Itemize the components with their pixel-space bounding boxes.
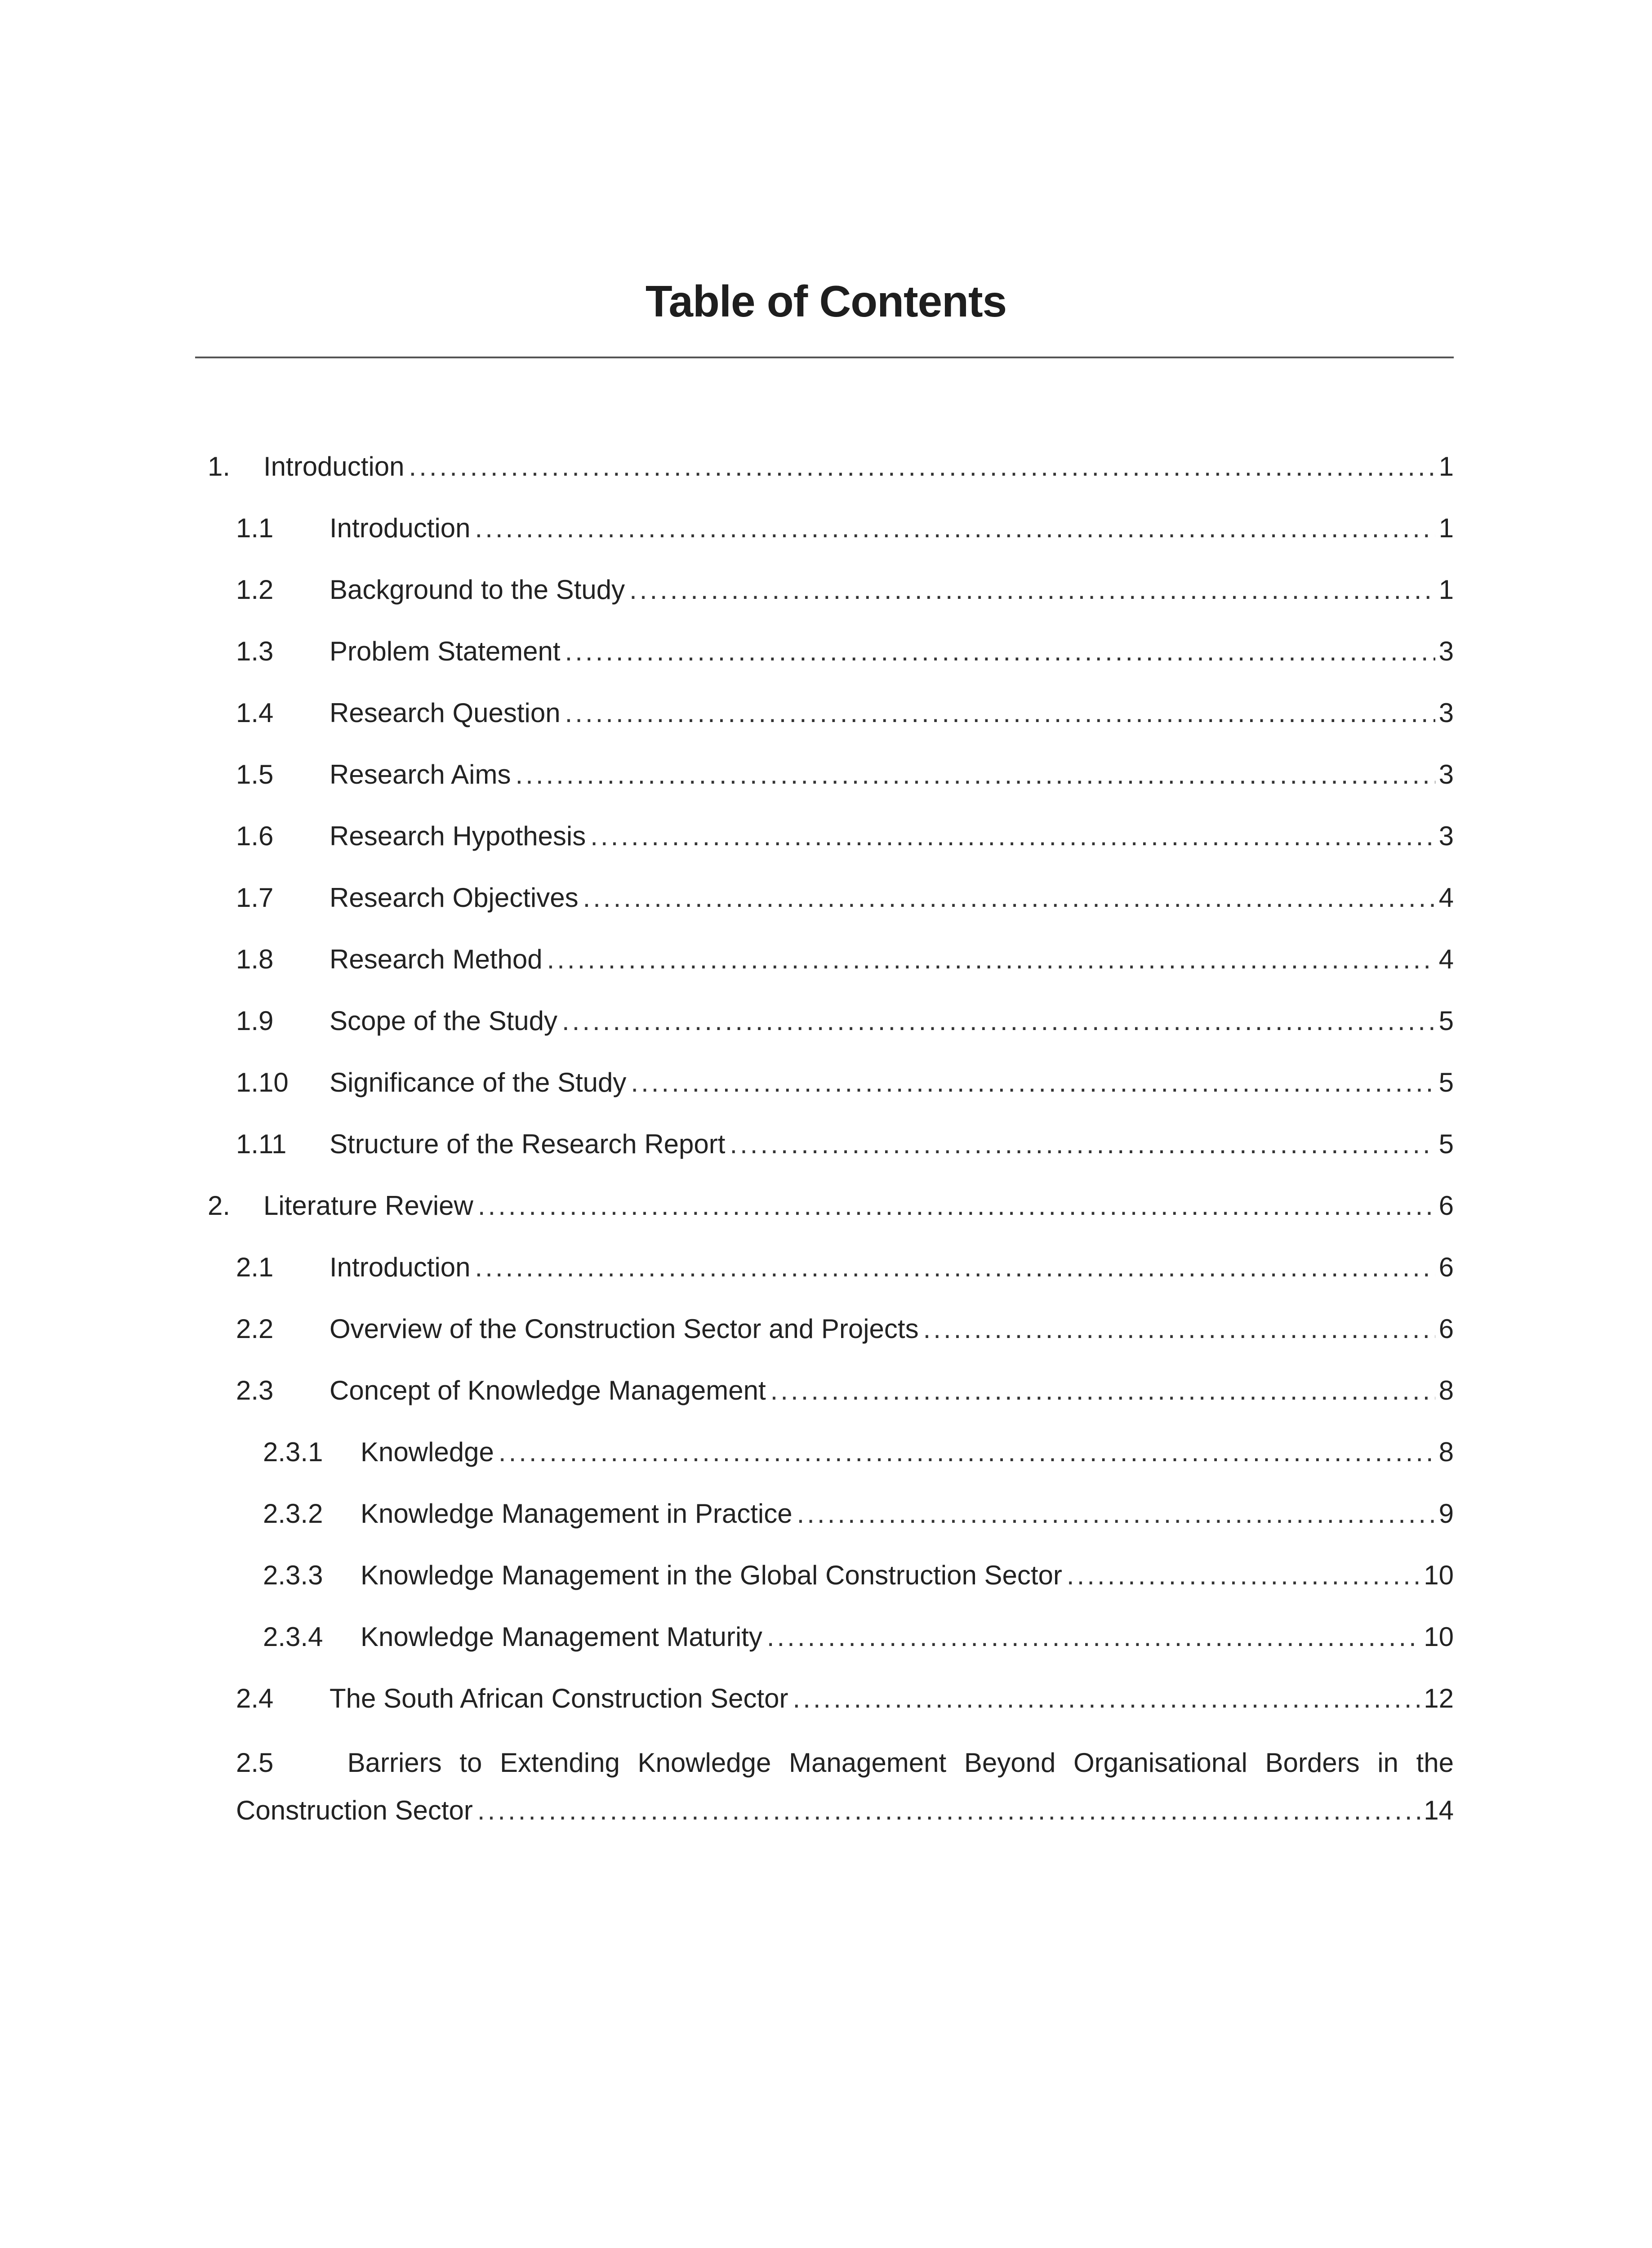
toc-entry-label: Problem Statement [330,636,561,666]
toc-entry[interactable] [208,449,1454,485]
toc-entry-number: 1.7 [236,883,274,913]
toc-entry-word: the [1416,1748,1454,1778]
page-title: Table of Contents [645,277,1007,326]
toc-entry[interactable] [236,1065,1454,1101]
toc-entry[interactable] [236,757,1454,793]
dot-leader [629,572,1435,608]
dot-leader [730,1126,1435,1162]
dot-leader [590,818,1435,854]
dot-leader [499,1434,1435,1470]
dot-leader [797,1496,1435,1532]
toc-entry-label: Knowledge Management in Practice [361,1499,793,1529]
dot-leader [923,1311,1435,1347]
toc-entry[interactable] [236,1739,1454,1834]
dot-leader [409,449,1435,485]
toc-entry-number: 1.5 [236,759,274,789]
dot-leader [770,1373,1435,1409]
toc-entry-page: 14 [1424,1795,1454,1825]
toc-entry-word: Beyond [964,1748,1056,1778]
toc-entry[interactable] [236,633,1454,669]
toc-entry[interactable] [208,1188,1454,1224]
dot-leader [515,757,1435,793]
toc-entry-label: Knowledge Management in the Global Construction Sector [361,1560,1062,1590]
toc-entry-page: 1 [1438,513,1454,543]
toc-entry-page: 1 [1438,575,1454,605]
dot-leader [793,1681,1420,1717]
toc-entry-label: Structure of the Research Report [330,1129,726,1159]
toc-entry-page: 3 [1438,636,1454,666]
toc-entry[interactable] [236,941,1454,977]
toc-entry-number: 1.1 [236,513,274,543]
dot-leader [562,1003,1435,1039]
toc-entry-number: 2.1 [236,1252,274,1282]
toc-entry-word: Knowledge [637,1748,771,1778]
toc-entry-word: Barriers [347,1748,442,1778]
toc-entry-page: 6 [1438,1252,1454,1282]
dot-leader [478,1188,1435,1224]
dot-leader [565,695,1435,731]
toc-entry-page: 3 [1438,821,1454,851]
toc-entry[interactable] [236,818,1454,854]
toc-entry[interactable] [236,880,1454,916]
toc-entry-page: 8 [1438,1375,1454,1405]
toc-entry-label: Research Aims [330,759,511,789]
toc-entry-label: The South African Construction Sector [330,1683,788,1713]
toc-entry-word: to [459,1748,482,1778]
dot-leader [583,880,1435,916]
toc-entry-number: 1.3 [236,636,274,666]
toc-entry-page: 6 [1438,1314,1454,1344]
toc-entry-page: 10 [1424,1560,1454,1590]
toc-entry-page: 12 [1424,1683,1454,1713]
title-divider [195,357,1454,358]
toc-entry-page: 6 [1438,1191,1454,1221]
toc-entry[interactable] [236,695,1454,731]
dot-leader [475,510,1435,546]
toc-entry[interactable] [263,1557,1454,1593]
dot-leader [477,1787,1420,1834]
toc-entry-page: 9 [1438,1499,1454,1529]
toc-entry-word: in [1377,1748,1398,1778]
toc-entry-page: 8 [1438,1437,1454,1467]
toc-entry-label: Literature Review [263,1191,473,1221]
dot-leader [547,941,1435,977]
toc-entry-number: 1.6 [236,821,274,851]
toc-entry-page: 5 [1438,1129,1454,1159]
toc-entry[interactable] [236,1126,1454,1162]
toc-entry-page: 3 [1438,698,1454,728]
toc-entry-word: Extending [499,1748,620,1778]
toc-entry-label: Research Question [330,698,561,728]
dot-leader [767,1619,1420,1655]
toc-entry[interactable] [236,1311,1454,1347]
toc-entry-number: 2.2 [236,1314,274,1344]
toc-entry-page: 5 [1438,1006,1454,1036]
toc-entry-label: Construction Sector [236,1795,473,1825]
toc-entry-label: Research Method [330,944,543,974]
toc-entry-label: Knowledge [361,1437,494,1467]
toc-entry-page: 4 [1438,944,1454,974]
toc-entry[interactable] [236,1003,1454,1039]
toc-entry-number: 1.9 [236,1006,274,1036]
toc-entry-number: 2. [208,1191,231,1221]
toc-entry-page: 4 [1438,883,1454,913]
toc-entry-word: Borders [1265,1748,1360,1778]
toc-entry-label: Overview of the Construction Sector and Projects [330,1314,919,1344]
toc-entry-page: 3 [1438,759,1454,789]
toc-entry[interactable] [236,572,1454,608]
toc-entry-number: 1.2 [236,575,274,605]
toc-entry-number: 2.3.1 [263,1437,323,1467]
toc-entry-number: 1.4 [236,698,274,728]
toc-entry-number: 2.3.3 [263,1560,323,1590]
toc-entry[interactable] [263,1619,1454,1655]
toc-entry-word: Management [788,1748,947,1778]
toc-entry-word: Organisational [1073,1748,1247,1778]
toc-entry[interactable] [236,1681,1454,1717]
toc-entry-page: 1 [1438,451,1454,482]
toc-entry-second-line [236,1787,1454,1834]
toc-entry-label: Research Hypothesis [330,821,586,851]
dot-leader [565,633,1435,669]
dot-leader [475,1249,1435,1285]
toc-entry-label: Research Objectives [330,883,579,913]
toc-entry-number: 2.3 [236,1375,274,1405]
toc-entry[interactable] [263,1434,1454,1470]
toc-entry-number: 2.5 [236,1748,274,1778]
dot-leader [1067,1557,1420,1593]
toc-entry-number: 1.10 [236,1067,289,1097]
toc-entry[interactable] [236,1373,1454,1409]
toc-entry-number: 2.3.2 [263,1499,323,1529]
toc-entry-label: Background to the Study [330,575,625,605]
toc-entry-label: Scope of the Study [330,1006,558,1036]
toc-entry-number: 2.3.4 [263,1622,323,1652]
toc-entry-label: Introduction [330,513,471,543]
toc-entry-page: 5 [1438,1067,1454,1097]
toc-entry-label: Knowledge Management Maturity [361,1622,762,1652]
dot-leader [631,1065,1435,1101]
toc-entry-number: 1.8 [236,944,274,974]
toc-entry[interactable] [236,1249,1454,1285]
toc-entry[interactable] [263,1496,1454,1532]
toc-entry-number: 1.11 [236,1129,287,1159]
toc-entry-number: 1. [208,451,231,482]
toc-entry-number: 2.4 [236,1683,274,1713]
toc-entry-page: 10 [1424,1622,1454,1652]
toc-entry-label: Introduction [330,1252,471,1282]
toc-entry[interactable] [236,510,1454,546]
toc-entry-label: Introduction [263,451,405,482]
toc-entry-label: Significance of the Study [330,1067,627,1097]
toc-entry-first-line [236,1739,1454,1787]
toc-entry-label: Concept of Knowledge Management [330,1375,766,1405]
